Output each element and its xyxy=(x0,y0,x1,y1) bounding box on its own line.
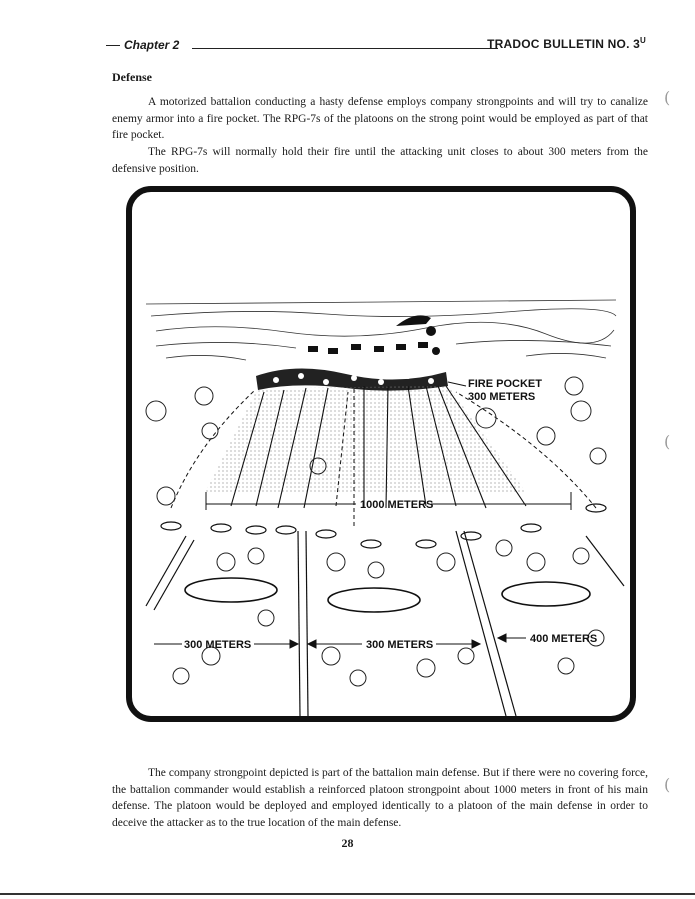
strongpoint-figure xyxy=(126,186,636,722)
running-header xyxy=(106,34,646,54)
width-label: 1000 METERS xyxy=(360,499,434,511)
chapter-text: Chapter 2 xyxy=(124,38,180,52)
bulletin-text: TRADOC BULLETIN NO. 3 xyxy=(487,37,641,51)
figure-illustration xyxy=(126,186,636,722)
fire-pocket-label-line2: 300 METERS xyxy=(468,391,536,403)
middle-interval-label: 300 METERS xyxy=(366,639,434,651)
left-interval-label: 300 METERS xyxy=(184,639,252,651)
fire-pocket-label-line1: FIRE POCKET xyxy=(468,378,542,390)
section-title: Defense xyxy=(112,70,152,84)
margin-mark: ( xyxy=(664,432,671,451)
bulletin-suffix: U xyxy=(640,36,646,45)
footer-rule xyxy=(0,893,695,895)
bulletin-label xyxy=(487,36,646,51)
right-interval-label: 400 METERS xyxy=(530,633,598,645)
paragraph-3: The company strongpoint depicted is part of the battalion main defense. But if there were no covering force, the battalion commander would establish a reinforced platoon strongpoint about 1000 meters in front of his main defense. The platoon would be deployed and employed identically to a platoon of the main defense in order to deceive the attacker as to the true location of the main defense. xyxy=(112,767,648,829)
chapter-label xyxy=(106,38,179,52)
header-rule xyxy=(192,48,498,49)
paragraph-1: A motorized battalion conducting a hasty defense employs company strongpoints and will try to canalize enemy armor into a fire pocket. The RPG-7s of the platoons on the strong point would be employed as part of that fire pocket. xyxy=(112,96,648,141)
page-number: 28 xyxy=(341,836,354,850)
margin-mark: ( xyxy=(664,88,671,107)
paragraph-2: The RPG-7s will normally hold their fire until the attacking unit closes to about 300 meters from the defensive position. xyxy=(112,146,648,175)
margin-mark: ( xyxy=(664,775,671,794)
